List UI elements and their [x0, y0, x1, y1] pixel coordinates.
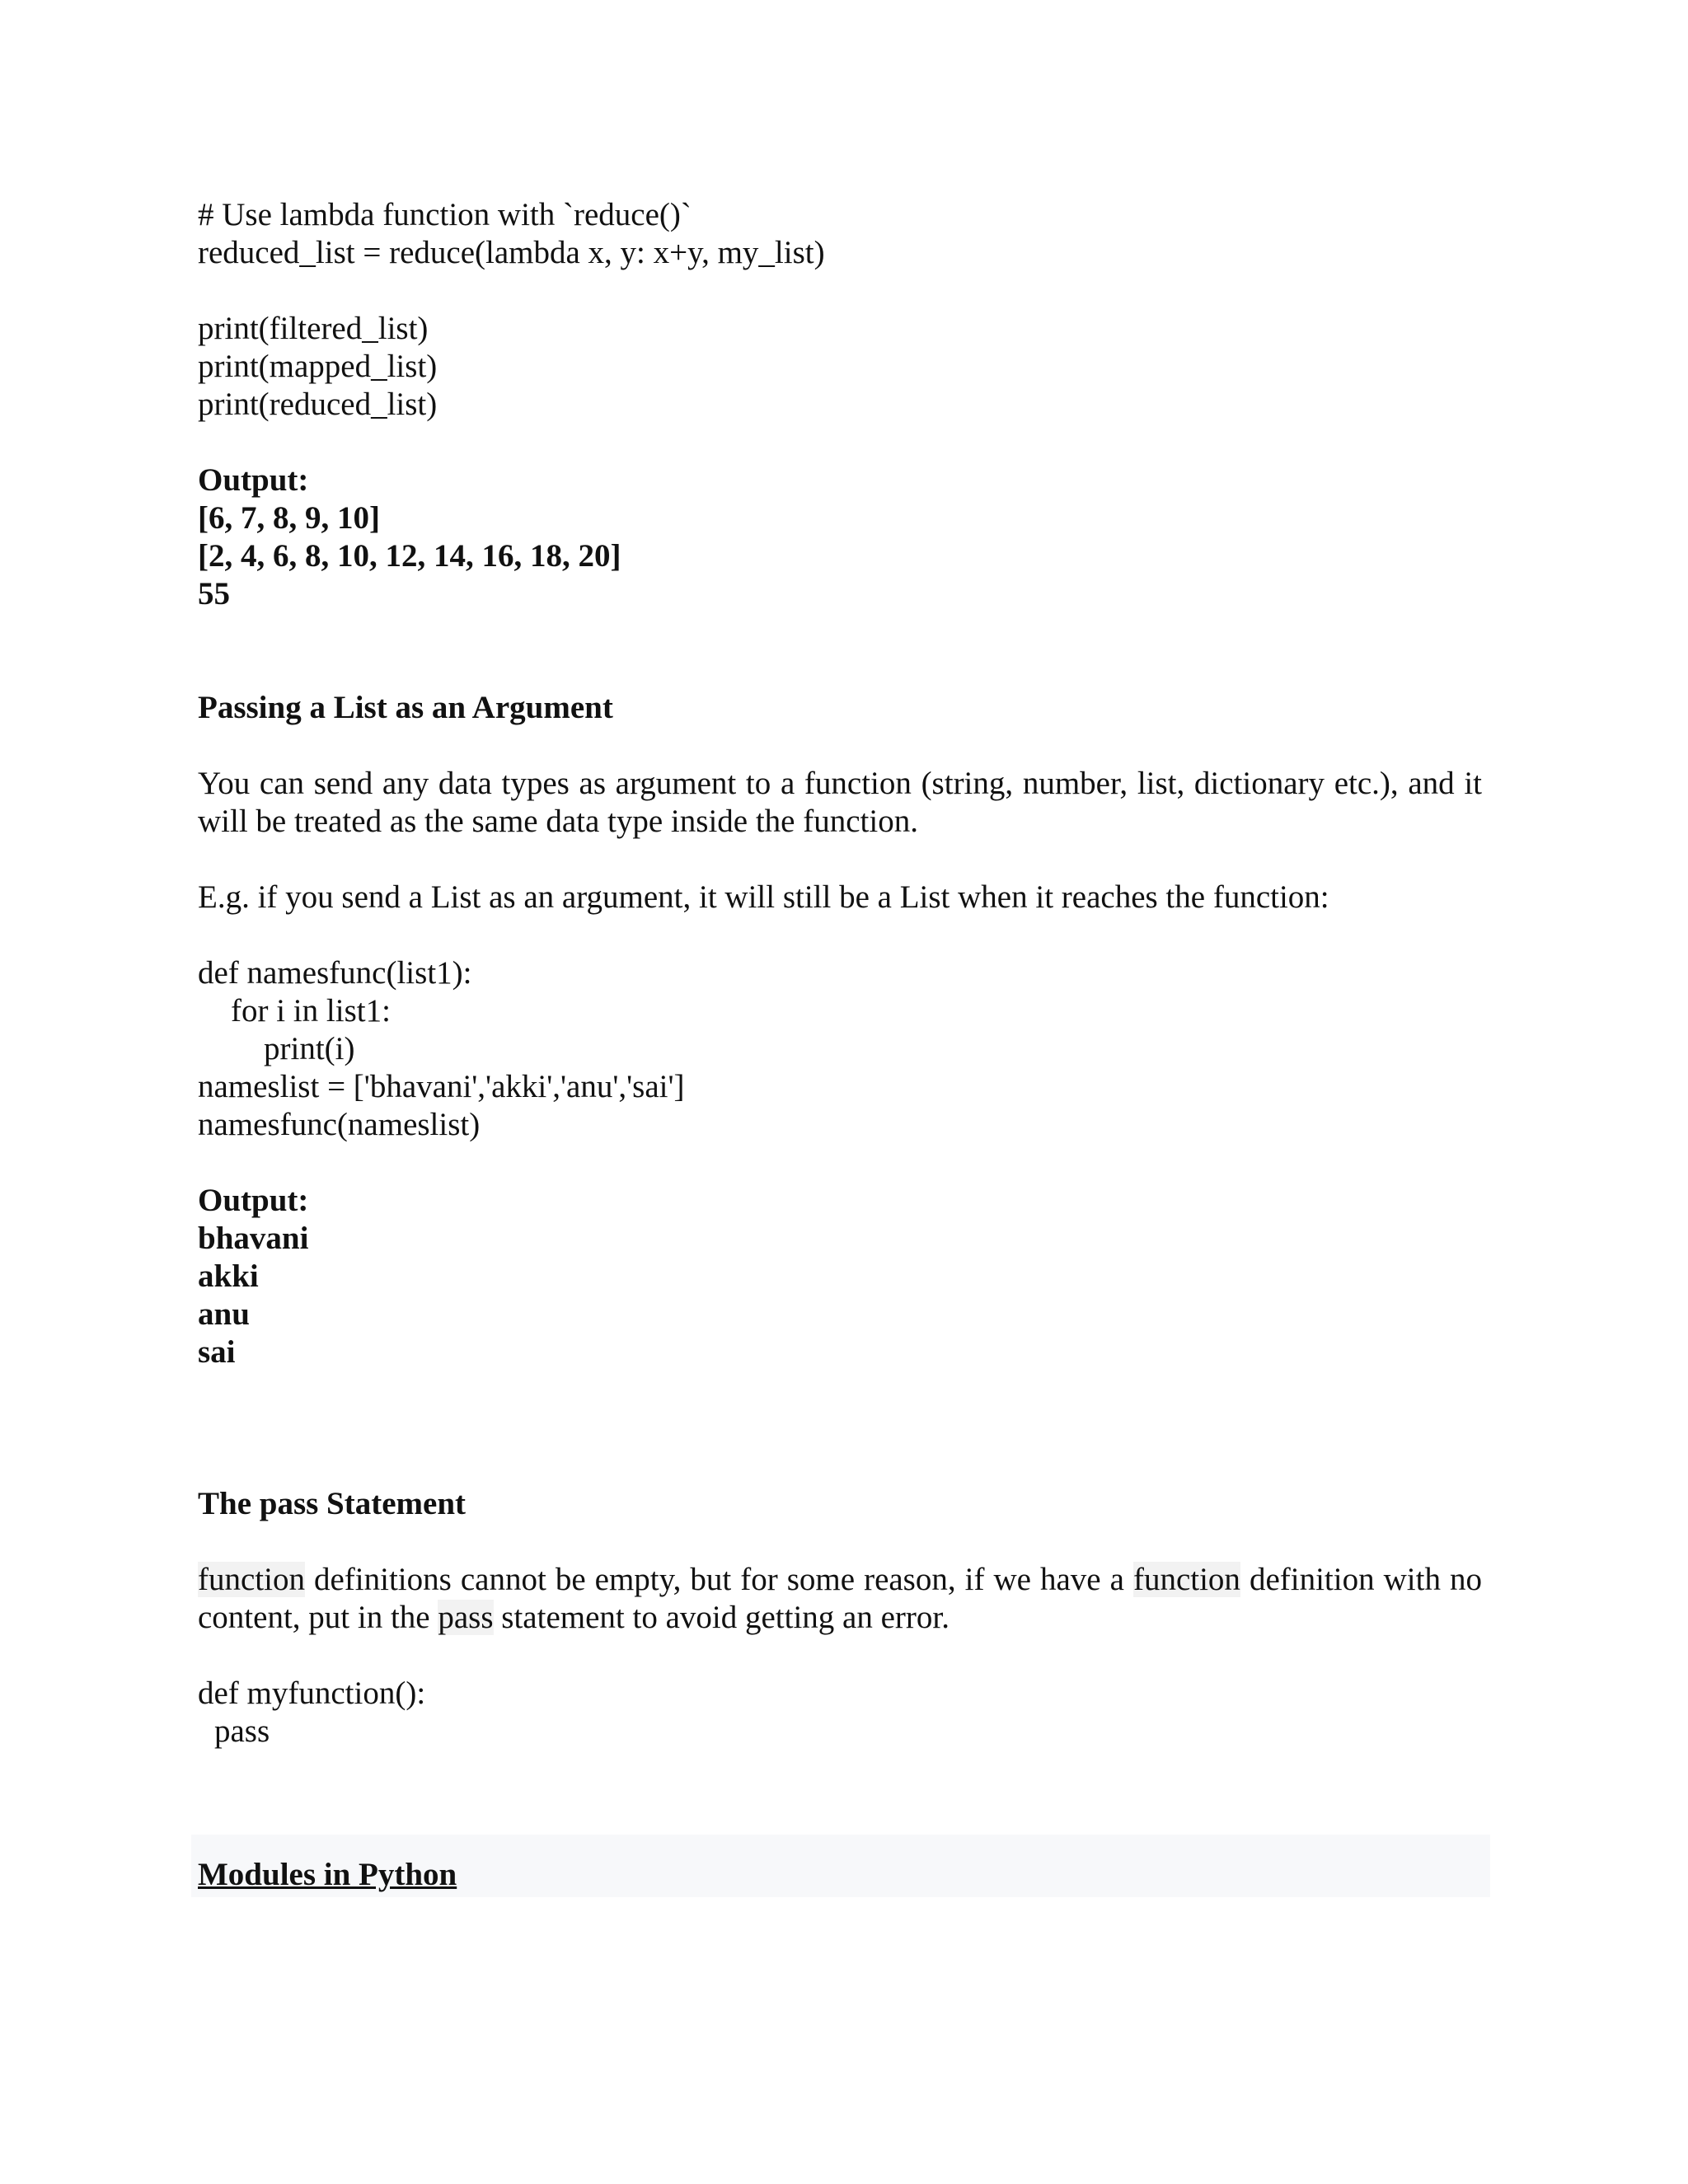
- section-heading-modules: Modules in Python: [198, 1857, 457, 1892]
- inline-code-function: function: [198, 1562, 305, 1597]
- code-line: def myfunction():: [198, 1675, 426, 1711]
- code-line: print(reduced_list): [198, 387, 438, 422]
- blank-line: [198, 613, 1482, 651]
- inline-code-pass: pass: [438, 1600, 494, 1635]
- paragraph-text: definitions cannot be empty, but for some reason, if we have a: [304, 1562, 1133, 1597]
- code-line: print(mapped_list): [198, 349, 438, 384]
- code-line: print(filtered_list): [198, 311, 429, 346]
- inline-code-function: function: [1132, 1562, 1240, 1597]
- blank-line: [198, 1409, 1482, 1447]
- code-line: for i in list1:: [231, 993, 391, 1029]
- output-line: [2, 4, 6, 8, 10, 12, 14, 16, 18, 20]: [198, 538, 621, 574]
- blank-line: [198, 916, 1482, 954]
- paragraph-example: E.g. if you send a List as an argument, it will still be a List when it reaches the function:: [198, 879, 1329, 915]
- blank-line: [198, 1447, 1482, 1485]
- output-label: Output:: [198, 1183, 309, 1218]
- blank-line: [198, 1144, 1482, 1182]
- paragraph-text: statement to avoid getting an error.: [493, 1600, 950, 1635]
- paragraph-data-types: You can send any data types as argument to a function (string, number, list, dictionary etc.), and it will be treated as the same data type inside the function.: [198, 766, 1482, 839]
- section-heading-pass-statement: The pass Statement: [198, 1486, 467, 1521]
- blank-line: [198, 841, 1482, 879]
- output-line: akki: [198, 1258, 259, 1294]
- blank-line: [198, 1637, 1482, 1675]
- code-line: reduced_list = reduce(lambda x, y: x+y, my_list): [198, 235, 825, 270]
- output-line: anu: [198, 1296, 250, 1332]
- blank-line: [198, 1523, 1482, 1561]
- output-line: [6, 7, 8, 9, 10]: [198, 500, 380, 536]
- blank-line: [198, 272, 1482, 310]
- code-line: # Use lambda function with `reduce()`: [198, 197, 692, 232]
- blank-line: [198, 727, 1482, 765]
- output-block-1: [198, 462, 1482, 613]
- blank-line: [198, 424, 1482, 462]
- code-block-reduce: [198, 196, 1482, 424]
- output-line: 55: [198, 576, 230, 612]
- code-block-namesfunc: [198, 954, 1482, 1144]
- paragraph-text: definition with no content, put in the: [198, 1562, 1482, 1635]
- code-line: def namesfunc(list1):: [198, 955, 472, 991]
- blank-line: [198, 1371, 1482, 1409]
- output-block-2: [198, 1182, 1482, 1371]
- output-label: Output:: [198, 462, 309, 498]
- code-line: namesfunc(nameslist): [198, 1107, 481, 1142]
- output-line: sai: [198, 1334, 236, 1370]
- code-block-myfunction: [198, 1675, 1482, 1750]
- output-line: bhavani: [198, 1221, 309, 1256]
- page-content: [198, 196, 1482, 1750]
- code-line: pass: [214, 1713, 270, 1749]
- code-line: print(i): [264, 1031, 355, 1066]
- paragraph-pass: [198, 1561, 1482, 1637]
- section-heading-list-argument: Passing a List as an Argument: [198, 690, 613, 725]
- blank-line: [198, 651, 1482, 689]
- code-line: nameslist = ['bhavani','akki','anu','sai']: [198, 1069, 685, 1104]
